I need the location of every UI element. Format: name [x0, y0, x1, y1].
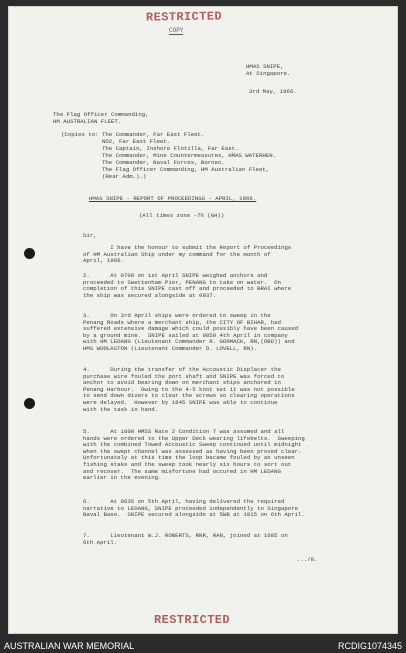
paragraph-2: 2. At 0700 on 1st April SNIPE weighed anchors and proceeded to Swettenham Pier, PENANG to take on water. On completion of this SNIPE cast off and proceeded to BRAI where the ship was secured alongside at 0937. [83, 272, 292, 299]
paragraph-1: I have the honour to submit the Report of Proceedings of HM Australian Ship under my command for the month of April, 1966. [83, 244, 292, 265]
times-note: (All times zone -7½ (GH)) [139, 212, 225, 219]
copy-label: COPY [169, 27, 184, 34]
punch-hole-icon [24, 398, 35, 409]
document-page [8, 6, 398, 634]
addressee-line-1: The Flag Officer Commanding, [53, 111, 149, 118]
sender-line-1: HMAS SNIPE, [246, 63, 284, 70]
continuation-mark: .../8. [297, 556, 318, 563]
copies-line: The Commander, Naval Forces, Borneo. [61, 159, 225, 166]
salutation: Sir, [83, 232, 97, 239]
punch-hole-icon [24, 248, 35, 259]
document-date: 3rd May, 1966. [249, 88, 297, 95]
copies-line: (Rear Adm.).) [61, 173, 147, 180]
copies-line: NO2, Far East Fleet. [61, 138, 171, 145]
restricted-stamp-bottom: RESTRICTED [154, 613, 231, 627]
subject-line: HMAS SNIPE - REPORT OF PROCEEDINGS - APRIL, 1966. [89, 195, 257, 202]
copies-line: (Copies to: The Commander, Far East Fleet. [61, 131, 205, 138]
paragraph-7: 7. Lieutenant W.J. ROBERTS, RNR, RAN, joined at 1605 on 6th April. [83, 532, 288, 546]
copies-line: The Captain, Inshore Flotilla, Far East. [61, 145, 239, 152]
archive-name: AUSTRALIAN WAR MEMORIAL [4, 641, 135, 651]
archive-footer [0, 638, 406, 653]
paragraph-4: 4. During the transfer of the Accoustic Displacer the purchase wire fouled the port shaft and SNIPE was forced to anchor to avoid bearing down on merchant ships anchored in Penang Harbour. Owing to the 4-5 knot set it was not possible to send down divers to clear the screws so clearing operations were delayed. However by 1845 SNIPE was able to continue with the task in hand. [83, 366, 295, 413]
paragraph-3: 3. On 3rd April ships were ordered to sweep in the Penang Roads where a merchant ship, the CITY OF BIHAR, had suffered extensive damage which could possibly have been caused by a ground mine. SNIPE sailed at 0850 4th April in company with HM LEDANG (Lieutenant Commander R. GORMACK, RN,(OBD)) and HMS WOOLASTON (Lieutenant Commander D. LOVELL, RN). [83, 312, 299, 352]
paragraph-5: 5. At 1600 HMSS Rate 2 Condition 7 was assumed and all hands were ordered to the Upper Deck wearing lifebelts. Sweeping with the combined Towed Accoustic Sweep continued until midnight when the swept channel was assessed as having been proved clear. Unfortunately at this time the loop became fouled by an unseen fishing stake and the sweep took nearly six hours to sort out and recover. The same misfortune had occured in HM LEDANG earlier in the evening. [83, 428, 305, 482]
paragraph-6: 6. At 0635 on 5th April, having delivered the required narrative to LEDANG, SNIPE proceeded independently to Singapore Naval Base. SNIPE secured alongside at 5WB at 1015 on 6th April. [83, 498, 305, 519]
sender-line-2: At Singapore. [246, 70, 291, 77]
addressee-line-2: HM AUSTRALIAN FLEET. [53, 118, 122, 125]
copies-line: The Flag Officer Commanding, HM Australian Fleet, [61, 166, 270, 173]
archive-reference: RCDIG1074345 [337, 641, 402, 651]
copies-line: The Commander, Mine Countermeasures, HMAS WATERHEN. [61, 152, 277, 159]
restricted-stamp-top: RESTRICTED [145, 9, 223, 25]
